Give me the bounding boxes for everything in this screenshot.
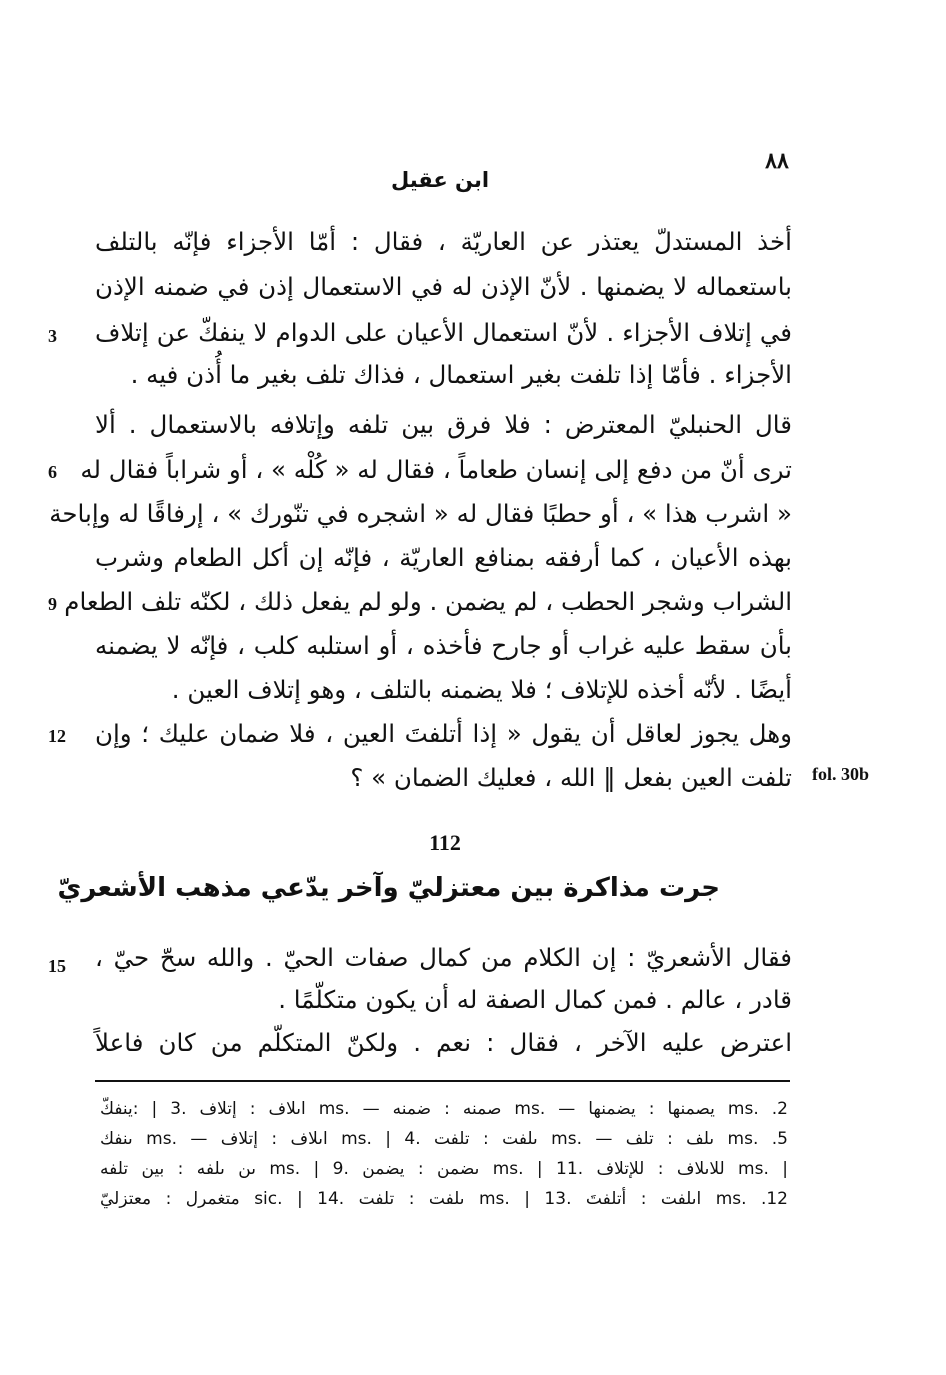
section-line: قادر ، عالم . فمن كمال الصفة له أن يكون متكلّمًا .: [278, 985, 792, 1014]
section-number: 112: [429, 830, 461, 855]
section-line: اعترض عليه الآخر ، فقال : نعم . ولكنّ المتكلّم من كان فاعلاً: [95, 1028, 792, 1057]
page-number: ٨٨: [765, 148, 789, 174]
body-line: « اشرب هذا » ، أو حطبًا فقال له « اشجره في تنّورك » ، إرفاقًا له وإباحة: [49, 499, 792, 528]
footnote-line: 2. .ms يصمنها : يضمنها — .ms صمنه : ضمنه — .ms اىلاف : إتلاف .3 | :ينفكّ: [100, 1099, 788, 1119]
body-line: أيضًا . لأنّه أخذه للإتلاف ؛ فلا يضمنه بالتلف ، وهو إتلاف العين .: [171, 675, 792, 704]
body-line: أخذ المستدلّ يعتذر عن العاريّة ، فقال : أمّا الأجزاء فإنّه بالتلف: [95, 227, 792, 256]
body-line: ترى أنّ من دفع إلى إنسان طعاماً ، فقال له « كُلْه » ، أو شراباً فقال له: [80, 455, 792, 484]
footnote-line: | .ms للاىلاف : للإتلاف .11 | .ms ىضمن : يضمن .9 | .ms ىن ىلفه : بين تلفه: [100, 1159, 788, 1179]
body-line: بأن سقط عليه غراب أو جارح فأخذه ، أو استلبه كلب ، فإنّه لا يضمنه: [95, 631, 792, 660]
body-line: بهذه الأعيان ، كما أرفقه بمنافع العاريّة ، فإنّه إن أكل الطعام وشرب: [95, 543, 792, 572]
body-line: الشراب وشجر الحطب ، لم يضمن . ولو لم يفعل ذلك ، لكنّه تلف الطعام: [64, 587, 792, 616]
body-line: في إتلاف الأجزاء . لأنّ استعمال الأعيان على الدوام لا ينفكّ عن إتلاف: [95, 318, 792, 347]
body-line: باستعماله لا يضمنها . لأنّ الإذن له في الاستعمال إذن في ضمنه الإذن: [95, 272, 792, 301]
body-line: وهل يجوز لعاقل أن يقول « إذا أتلفتَ العين ، فلا ضمان عليك ؛ وإن: [95, 719, 792, 748]
footnote-line: 5. .ms ىلف : تلف — .ms ىلفت : تلفت .4 | .ms اىلاف : إتلاف — .ms ىنفك: [100, 1129, 788, 1149]
footnote-rule: [95, 1080, 790, 1082]
section-title: جرت مذاكرة بين معتزليّ وآخر يدّعي مذهب الأشعريّ: [57, 873, 720, 903]
running-header: ابن عقيل: [390, 168, 490, 192]
folio-margin-note: fol. 30b: [812, 764, 870, 784]
line-number: 15: [48, 956, 66, 976]
body-line: الأجزاء . فأمّا إذا تلفت بغير استعمال ، فذاك تلف بغير ما أُذن فيه .: [130, 360, 792, 389]
body-line: تلفت العين بفعل ‖ الله ، فعليك الضمان » ؟: [350, 763, 792, 792]
line-number: 3: [48, 326, 57, 346]
line-number: 12: [48, 726, 66, 746]
body-line: قال الحنبليّ المعترض : فلا فرق بين تلفه وإتلافه بالاستعمال . ألا: [95, 410, 792, 439]
line-number: 9: [48, 594, 57, 614]
footnote-line: 12. .ms اىلفت : أتلفتَ .13 | .ms ىلفت : تلفت .14 | .sic متغمرل : معتزليّ: [100, 1189, 788, 1209]
line-number: 6: [48, 462, 57, 482]
section-line: فقال الأشعريّ : إن الكلام من كمال صفات الحيّ . والله سحّ حيّ ،: [95, 943, 792, 972]
